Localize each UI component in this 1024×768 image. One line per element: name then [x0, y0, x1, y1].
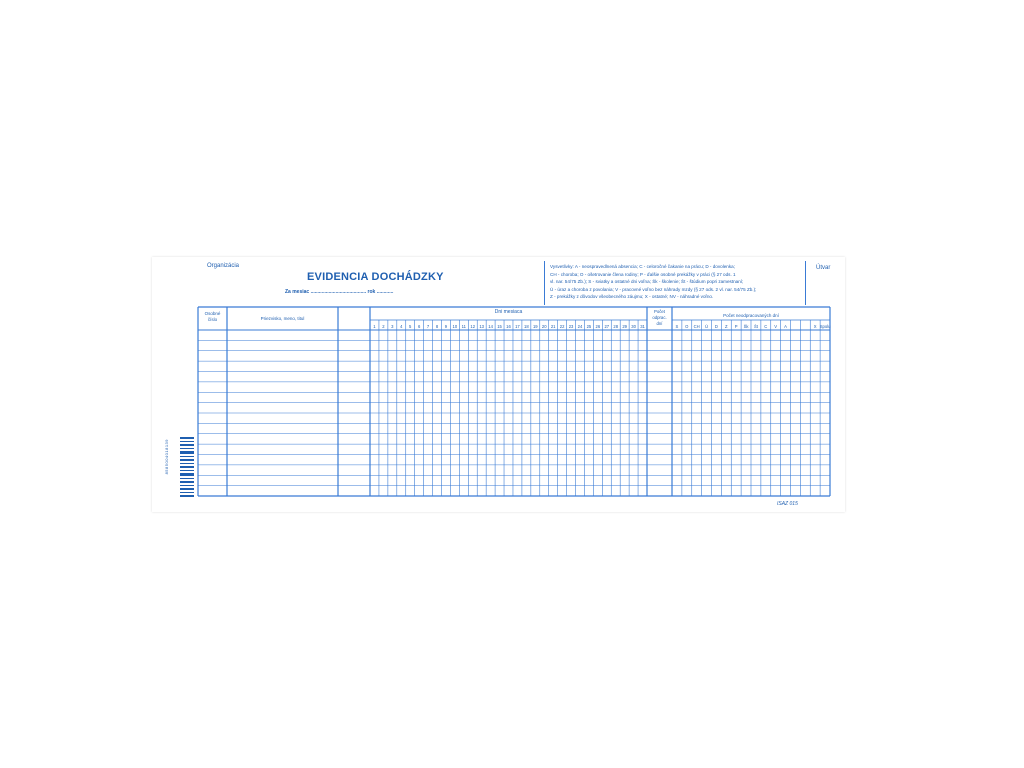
- day-number-label: 7: [426, 324, 430, 329]
- day-number-label: 31: [640, 324, 645, 329]
- attendance-grid: [152, 257, 845, 512]
- day-number-label: 1: [373, 324, 376, 329]
- barcode-icon: [180, 437, 194, 497]
- day-number-label: 23: [568, 324, 574, 329]
- absence-code-label: O: [685, 324, 689, 329]
- day-number-label: 30: [631, 324, 636, 329]
- absence-code-label: C: [764, 324, 768, 329]
- absence-code-label: Z: [725, 324, 728, 329]
- personal-number-header: číslo: [207, 317, 218, 322]
- day-number-label: 12: [470, 324, 476, 329]
- day-number-label: 29: [622, 324, 627, 329]
- legend-line: vl. nar. 54/75 Zb.); S - sviatky a ostatné dni voľna; Šk - školenie; Št - štúdium popri zamestnaní;: [550, 279, 744, 285]
- absence-code-label: X: [813, 324, 817, 329]
- month-year-line: Za mesiac ........................................ rok ............: [285, 289, 394, 295]
- day-number-label: 27: [604, 324, 610, 329]
- absence-code-label: Ú: [705, 324, 709, 329]
- day-number-label: 14: [488, 324, 493, 329]
- worked-days-header: Počet: [654, 309, 665, 314]
- day-number-label: 3: [391, 324, 394, 329]
- day-number-label: 9: [444, 324, 448, 329]
- day-number-label: 13: [479, 324, 485, 329]
- day-number-label: 16: [506, 324, 511, 329]
- organization-label: Organizácia: [207, 263, 240, 269]
- absence-code-label: P: [734, 324, 738, 329]
- absence-header: Počet neodpracovaných dní: [723, 313, 779, 318]
- day-number-label: 4: [400, 324, 403, 329]
- legend-line: Z - prekážky z dôvodov všeobecného záujmu; X - ostatné; NV - náhradné voľno.: [550, 294, 714, 300]
- day-number-label: 17: [515, 324, 520, 329]
- unit-label: Útvar: [816, 265, 831, 271]
- day-number-label: 18: [524, 324, 529, 329]
- absence-code-label: CH: [693, 324, 700, 329]
- absence-code-label: D: [714, 324, 718, 329]
- day-number-label: 10: [452, 324, 458, 329]
- absence-code-label: A: [784, 324, 787, 329]
- barcode-number: 8585004018139: [164, 439, 169, 475]
- legend-line: Ú - úraz a choroba z povolania; V - pracovné voľno bez náhrady mzdy (§ 27 ods. 2 vl. nar. 54/75 Zb.);: [550, 286, 757, 292]
- day-number-label: 8: [435, 324, 439, 329]
- form-title: EVIDENCIA DOCHÁDZKY: [307, 271, 444, 283]
- day-number-label: 26: [595, 324, 601, 329]
- absence-code-label: S: [675, 324, 679, 329]
- form-code: ISAZ 015: [777, 501, 798, 507]
- day-number-label: 5: [409, 324, 412, 329]
- absence-code-label: Spolu: [819, 324, 831, 329]
- worked-days-header: dní: [656, 321, 663, 326]
- day-number-label: 20: [541, 324, 547, 329]
- day-number-label: 25: [586, 324, 592, 329]
- day-number-label: 24: [577, 324, 583, 329]
- day-number-label: 15: [497, 324, 502, 329]
- worked-days-header: odprac.: [652, 315, 667, 320]
- day-number-label: 11: [461, 324, 467, 329]
- day-number-label: 2: [382, 324, 385, 329]
- legend-line: CH - choroba; O - ošetrovanie člena rodiny; P - ďalšie osobné prekážky v práci (§ 27 ods. 1: [550, 271, 736, 277]
- day-number-label: 6: [417, 324, 421, 329]
- absence-code-label: Šk: [743, 324, 749, 329]
- absence-code-label: Št: [753, 324, 758, 329]
- legend-line: Vysvetlivky: A - neospravedlnená absencia; C - celoročné čakanie na prácu; D - dovolenka;: [550, 264, 735, 269]
- days-header: Dni mesiaca: [494, 309, 523, 315]
- personal-number-header: Osobné: [204, 311, 221, 316]
- name-header: Priezvisko, meno, titul: [260, 316, 305, 321]
- absence-code-label: V: [774, 324, 778, 329]
- attendance-form-sheet: [152, 257, 845, 512]
- day-number-label: 22: [559, 324, 565, 329]
- day-number-label: 28: [613, 324, 619, 329]
- day-number-label: 21: [550, 324, 556, 329]
- day-number-label: 19: [532, 324, 538, 329]
